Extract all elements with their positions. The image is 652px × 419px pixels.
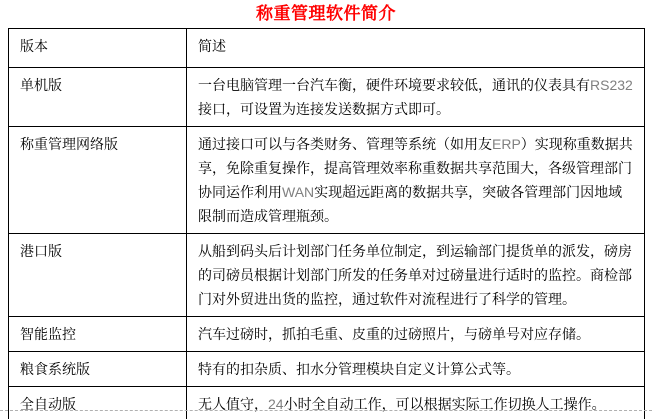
latin-text-segment: ERP — [492, 136, 521, 152]
description-cell — [187, 387, 645, 419]
description-text-segment: 小时全自动工作，可以根据实际工作切换人工操作。 — [283, 396, 606, 412]
page-break-dashed-line — [0, 410, 652, 411]
description-text-segment: 从船到码头后计划部门任务单位制定，到运输部门提货单的派发，磅房的司磅员根据计划部门所发的任务单对过磅量进行适时的监控。商检部门对外贸进出货的监控，通过软件对流程进行了科学的管理。 — [198, 243, 632, 307]
table-row — [9, 317, 645, 352]
description-text-segment: 一台电脑管理一台汽车衡，硬件环境要求较低，通讯的仪表具有 — [198, 77, 590, 93]
table-header-row — [9, 29, 645, 68]
latin-text-segment: RS232 — [590, 77, 633, 93]
table-row — [9, 127, 645, 234]
table-body — [9, 68, 645, 419]
version-cell: 单机版 — [9, 68, 187, 127]
column-header-version: 版本 — [9, 29, 187, 68]
latin-text-segment: 24 — [268, 396, 284, 412]
description-text-segment: 接口，可设置为连接发送数据方式即可。 — [198, 101, 450, 117]
description-text-segment: 实现超远距离的数据共享，突破各管理部门因地域限制而造成管理瓶颈。 — [198, 184, 623, 224]
description-text-segment: 通过接口可以与各类财务、管理等系统（如用友 — [198, 136, 492, 152]
description-cell — [187, 234, 645, 317]
page-title: 称重管理软件简介 — [256, 4, 396, 23]
latin-text-segment: WAN — [282, 184, 315, 200]
description-cell — [187, 127, 645, 234]
description-text-segment: 无人值守， — [198, 396, 268, 412]
table-row — [9, 234, 645, 317]
table-row — [9, 352, 645, 387]
table-row — [9, 387, 645, 419]
table-header — [9, 29, 645, 68]
version-cell: 港口版 — [9, 234, 187, 317]
software-intro-table — [8, 28, 645, 419]
version-cell: 全自动版 — [9, 387, 187, 419]
description-text-segment: 特有的扣杂质、扣水分管理模块自定义计算公式等。 — [198, 361, 520, 377]
table-row — [9, 68, 645, 127]
description-cell — [187, 68, 645, 127]
version-cell: 称重管理网络版 — [9, 127, 187, 234]
column-header-description: 简述 — [187, 29, 645, 68]
description-text-segment: 汽车过磅时，抓拍毛重、皮重的过磅照片，与磅单号对应存储。 — [198, 326, 590, 342]
version-cell: 粮食系统版 — [9, 352, 187, 387]
description-cell — [187, 317, 645, 352]
description-text-segment: ）实现称重数据共享，免除重复操作，提高管理效率称重数据共享范围大，各级管理部门协同运作利用 — [198, 136, 633, 200]
description-cell — [187, 352, 645, 387]
version-cell: 智能监控 — [9, 317, 187, 352]
